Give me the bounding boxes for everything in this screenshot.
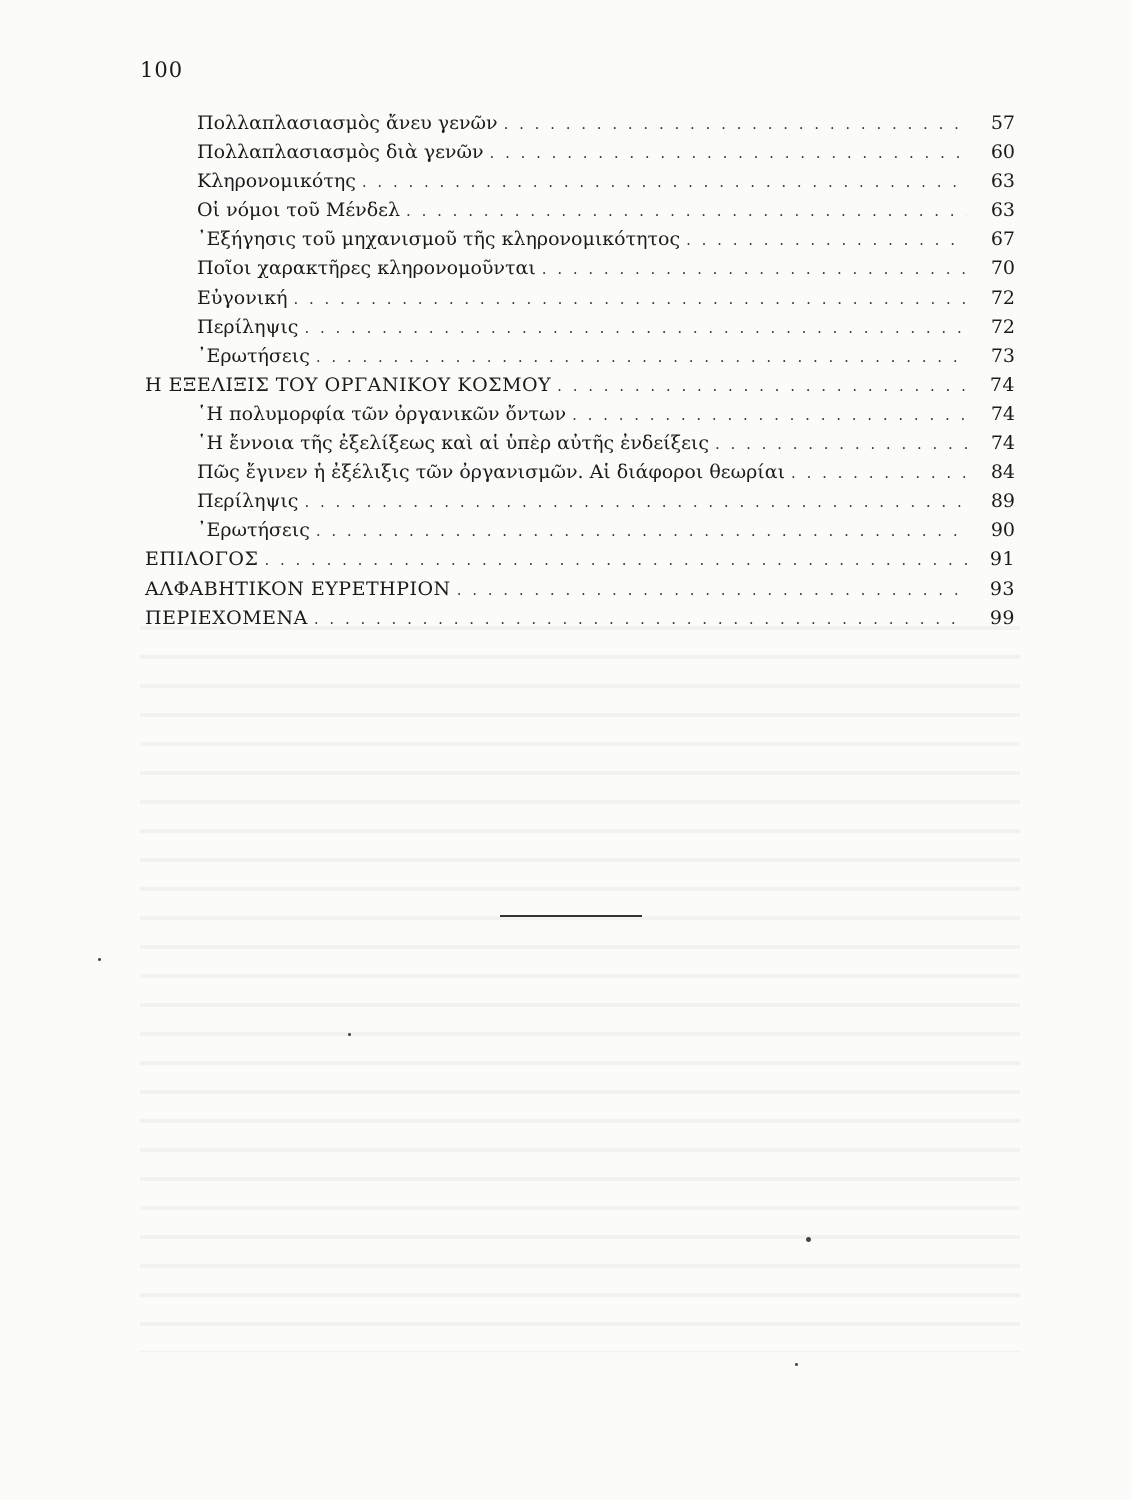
toc-entry (145, 316, 1015, 345)
toc-entry-page: 73 (990, 344, 1015, 367)
toc-entry (145, 403, 1015, 432)
toc-entry-page: 63 (990, 199, 1015, 222)
toc-entry-title: Πῶς ἔγινεν ἡ ἐξέλιξις τῶν ὀργανισμῶν. Αἱ διάφοροι θεωρίαι (197, 461, 786, 484)
toc-entry (145, 461, 1015, 490)
page-number: 100 (140, 58, 184, 82)
dot-leader (686, 231, 967, 249)
end-rule (500, 915, 642, 917)
toc-entry (145, 228, 1015, 257)
dot-leader (457, 581, 967, 599)
toc-entry-title: Περίληψις (197, 490, 299, 513)
toc-entry-page: 72 (990, 315, 1015, 338)
scan-speck (795, 1363, 798, 1366)
dot-leader (316, 348, 967, 366)
toc-entry-page: 91 (989, 548, 1015, 571)
toc-entry (145, 490, 1015, 519)
toc-entry-page: 74 (990, 402, 1015, 425)
toc-entry (145, 170, 1015, 199)
toc-entry-title: Πολλαπλασιασμὸς διὰ γενῶν (197, 141, 484, 164)
toc-entry-title: ᾿Εξήγησις τοῦ μηχανισμοῦ τῆς κληρονομικότητος (197, 228, 681, 251)
toc-entry (145, 432, 1015, 461)
toc-entry-page: 57 (990, 112, 1015, 134)
toc-entry-title: ΑΛΦΑΒΗΤΙΚΟΝ ΕΥΡΕΤΗΡΙΟΝ (145, 577, 451, 600)
toc-entry (145, 287, 1015, 316)
dot-leader (362, 173, 967, 191)
bleed-through-texture (140, 612, 1020, 1352)
toc-entry-title: ᾿Ερωτήσεις (197, 519, 310, 542)
toc-entry-page: 67 (990, 228, 1015, 251)
scan-speck (348, 1033, 351, 1036)
dot-leader (572, 406, 967, 424)
toc-entry-page: 60 (990, 141, 1015, 164)
dot-leader (557, 377, 967, 395)
toc-entry-title: ΕΠΙΛΟΓΟΣ (145, 548, 259, 571)
toc-entry (145, 141, 1015, 170)
toc-entry (145, 607, 1015, 636)
toc-entry-page: 72 (990, 286, 1015, 309)
dot-leader (264, 551, 967, 569)
toc-entry (145, 374, 1015, 403)
dot-leader (542, 260, 967, 278)
toc-entry (145, 257, 1015, 286)
toc-entry-page: 63 (990, 170, 1015, 193)
toc-entry-page: 89 (990, 490, 1015, 513)
toc-entry (145, 112, 1015, 141)
scan-speck (806, 1237, 811, 1242)
toc-entry-page: 93 (989, 577, 1015, 600)
table-of-contents (145, 112, 1015, 636)
dot-leader (791, 464, 967, 482)
toc-entry-page: 74 (989, 373, 1015, 396)
toc-entry-title: Εὐγονική (197, 286, 288, 309)
dot-leader (406, 202, 967, 220)
toc-entry-title: ΠΕΡΙΕΧΟΜΕΝΑ (145, 606, 308, 629)
toc-entry (145, 519, 1015, 548)
dot-leader (314, 610, 967, 628)
dot-leader (504, 115, 967, 133)
toc-entry (145, 345, 1015, 374)
toc-entry (145, 199, 1015, 228)
toc-entry-title: ᾿Ερωτήσεις (197, 344, 310, 367)
scan-speck (98, 958, 101, 961)
toc-entry-title: Ποῖοι χαρακτῆρες κληρονομοῦνται (197, 257, 536, 280)
dot-leader (316, 522, 967, 540)
dot-leader (304, 493, 967, 511)
dot-leader (293, 290, 967, 308)
dot-leader (304, 319, 967, 337)
toc-entry-title: Η ΕΞΕΛΙΞΙΣ ΤΟΥ ΟΡΓΑΝΙΚΟΥ ΚΟΣΜΟΥ (145, 373, 552, 396)
toc-entry-title: ῾Η ἔννοια τῆς ἐξελίξεως καὶ αἱ ὑπὲρ αὐτῆς ἐνδείξεις (197, 432, 710, 455)
toc-entry-page: 90 (990, 519, 1015, 542)
toc-entry-page: 70 (990, 257, 1015, 280)
toc-entry (145, 578, 1015, 607)
dot-leader (715, 435, 967, 453)
dot-leader (490, 144, 967, 162)
toc-entry (145, 548, 1015, 577)
toc-entry-title: Κληρονομικότης (197, 170, 356, 193)
toc-entry-page: 74 (990, 432, 1015, 455)
toc-entry-page: 99 (989, 606, 1015, 629)
toc-entry-title: ῾Η πολυμορφία τῶν ὀργανικῶν ὄντων (197, 402, 567, 425)
toc-entry-title: Οἱ νόμοι τοῦ Μένδελ (197, 199, 401, 222)
toc-entry-title: Πολλαπλασιασμὸς ἄνευ γενῶν (197, 112, 498, 134)
toc-entry-page: 84 (990, 461, 1015, 484)
toc-entry-title: Περίληψις (197, 315, 299, 338)
